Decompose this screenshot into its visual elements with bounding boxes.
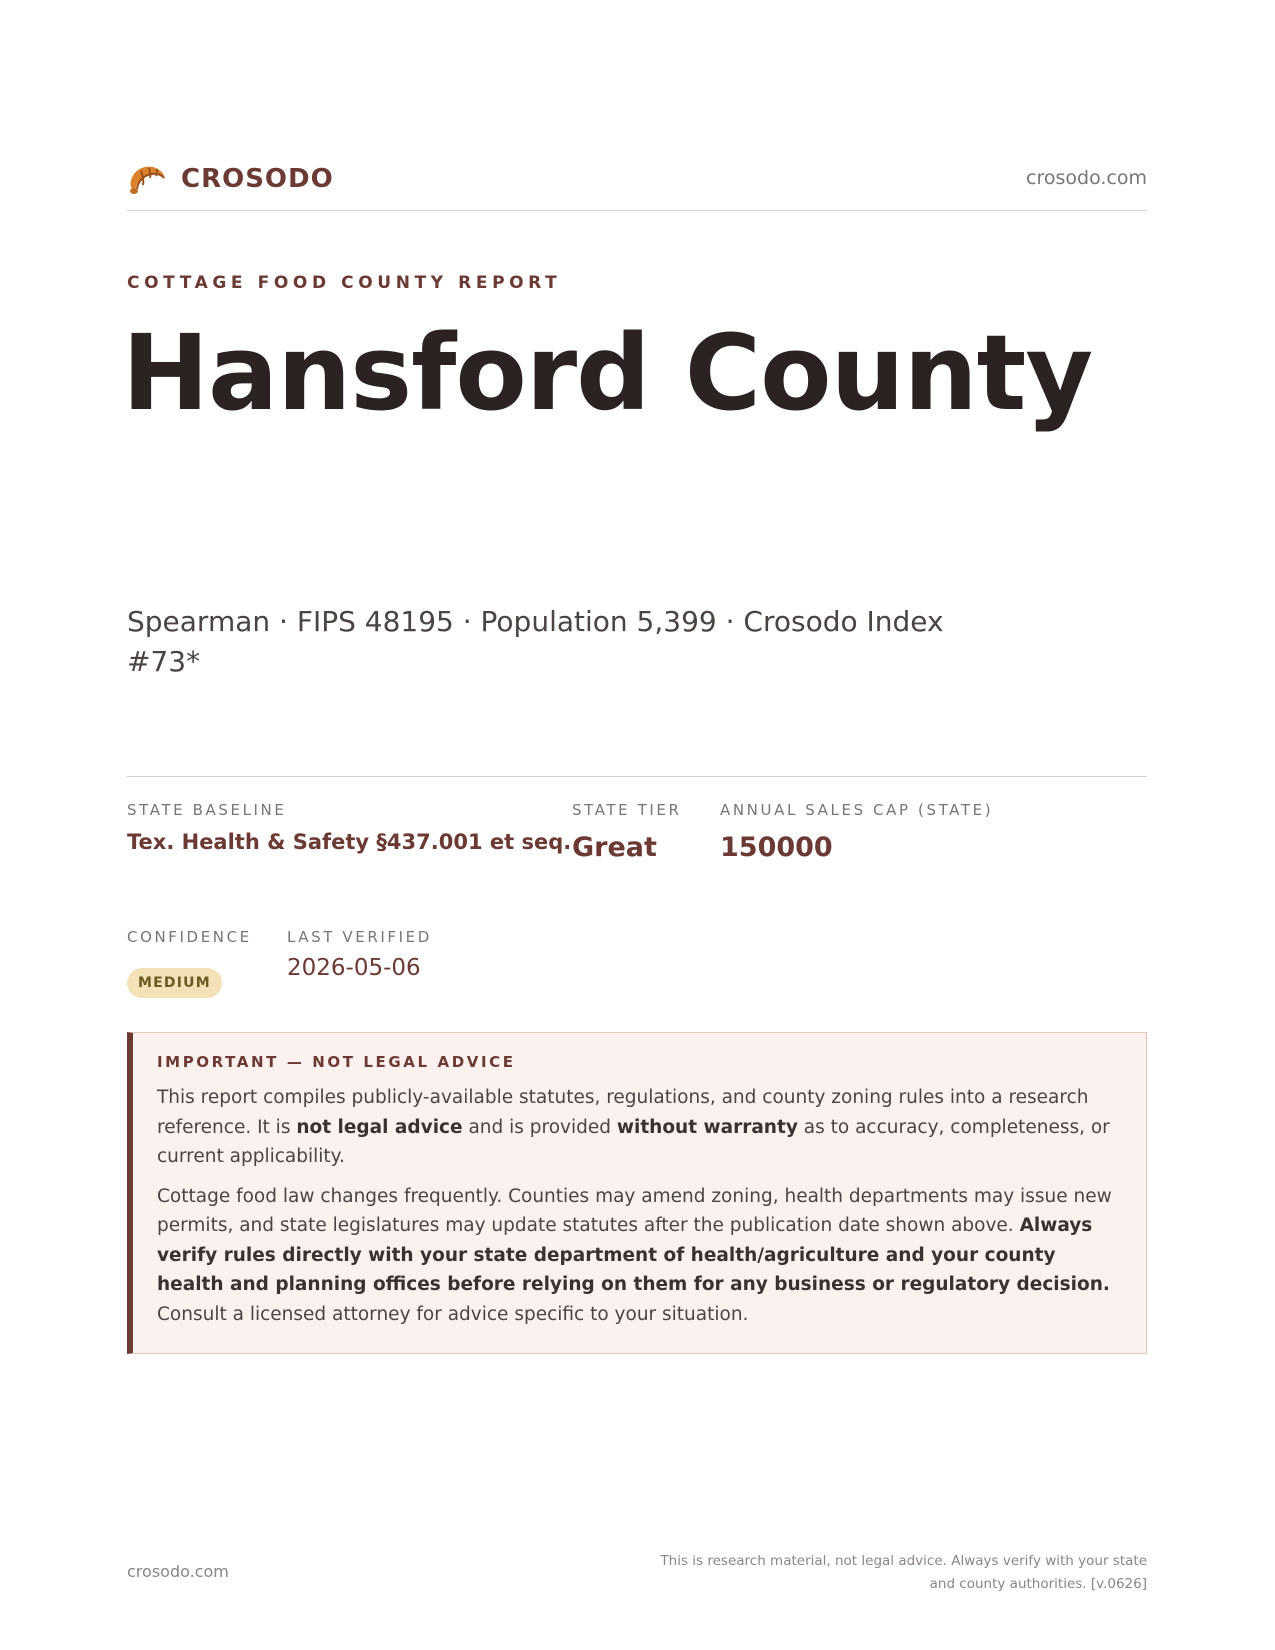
last-verified-label: LAST VERIFIED bbox=[287, 928, 432, 946]
confidence-badge: MEDIUM bbox=[127, 968, 222, 998]
confidence-label: CONFIDENCE bbox=[127, 928, 252, 946]
croissant-icon bbox=[127, 161, 167, 197]
state-tier-value: Great bbox=[572, 832, 657, 863]
footer-site-url[interactable]: crosodo.com bbox=[127, 1562, 229, 1581]
brand-name: CROSODO bbox=[181, 164, 334, 194]
state-tier-label: STATE TIER bbox=[572, 801, 682, 819]
county-title: Hansford County bbox=[122, 312, 1093, 434]
notice-paragraph-1: This report compiles publicly-available statutes, regulations, and county zoning rules into a research reference. It is not legal advice and is provided without warranty as to accuracy, completeness, or current applicability. bbox=[157, 1087, 1110, 1167]
last-verified-value: 2026-05-06 bbox=[287, 955, 421, 981]
county-subtitle: Spearman · FIPS 48195 · Population 5,399 · Crosodo Index #73* bbox=[127, 605, 944, 678]
notice-paragraph-2: Cottage food law changes frequently. Counties may amend zoning, health departments may issue new permits, and state legislatures may update statutes after the publication date shown above. Always verify rules directly with your state department of health/agriculture and your county health and planning offices before relying on them for any business or regulatory decision. Consult a licensed attorney for advice specific to your situation. bbox=[157, 1185, 1112, 1325]
sales-cap-label: ANNUAL SALES CAP (STATE) bbox=[720, 801, 994, 819]
notice-title: IMPORTANT — NOT LEGAL ADVICE bbox=[157, 1053, 516, 1071]
state-baseline-value: Tex. Health & Safety §437.001 et seq. bbox=[127, 830, 572, 854]
legal-notice bbox=[127, 1032, 1147, 1354]
brand[interactable] bbox=[127, 161, 334, 197]
page-header bbox=[127, 155, 1147, 211]
sales-cap-value: 150000 bbox=[720, 832, 833, 863]
footer-disclaimer: This is research material, not legal advice. Always verify with your state and county authorities. [v.0626] bbox=[660, 1553, 1147, 1592]
state-baseline-label: STATE BASELINE bbox=[127, 801, 287, 819]
report-eyebrow: COTTAGE FOOD COUNTY REPORT bbox=[127, 273, 562, 293]
section-divider bbox=[127, 776, 1147, 777]
site-url-link[interactable]: crosodo.com bbox=[1026, 167, 1147, 189]
